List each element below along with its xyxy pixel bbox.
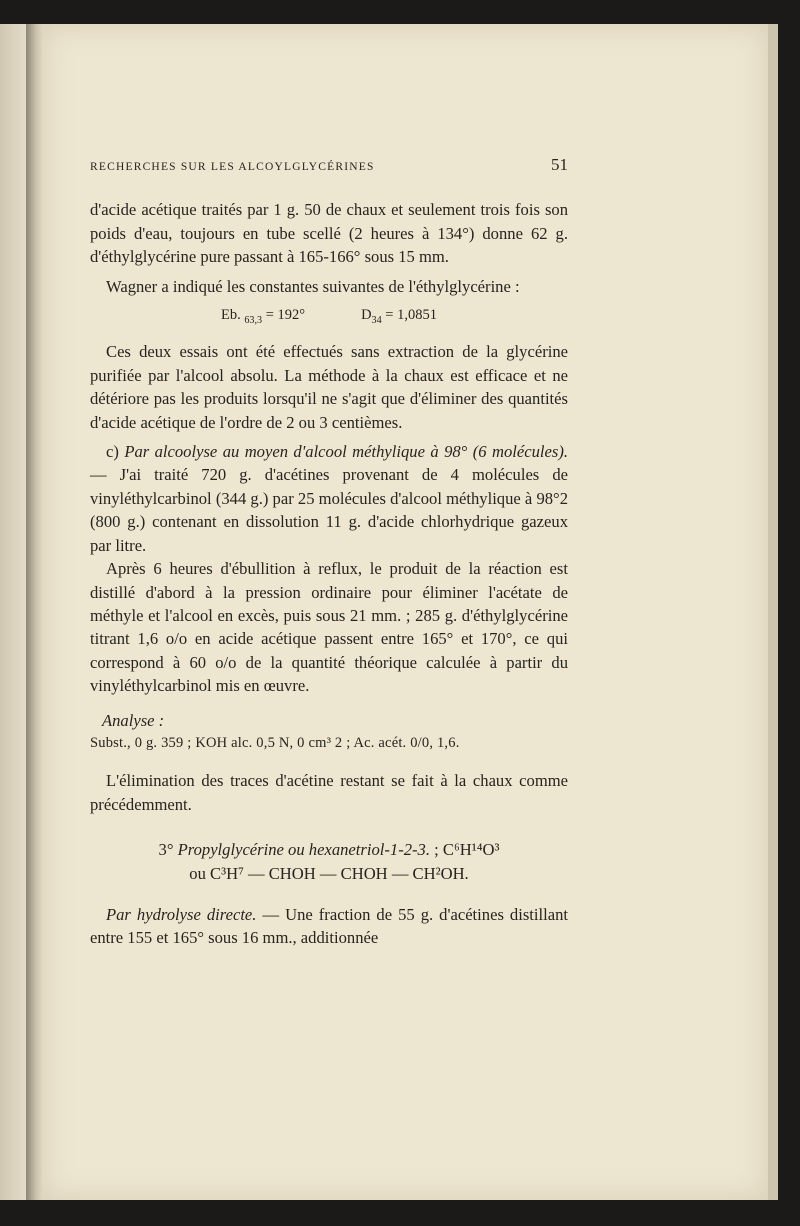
paragraph-7: Par hydrolyse directe. — Une fraction de 55 g. d'acétines distillant entre 155 et 165° sous 16 mm., additionnée — [90, 904, 569, 948]
running-header — [90, 153, 568, 179]
analyse-label: Analyse : — [102, 710, 165, 730]
section-formula: ou C³H⁷ — CHOH — CHOH — CH²OH. — [189, 863, 469, 883]
analyse-data: Subst., 0 g. 359 ; KOH alc. 0,5 N, 0 cm³ 2 ; Ac. acét. 0/0, 1,6. — [90, 734, 460, 751]
density: $D_{34} = 1,0851$ — [361, 307, 437, 326]
paragraph-4: c) Par alcoolyse au moyen d'alcool méthylique à 98° (6 molécules). — J'ai traité 720 g. d'acétines provenant de 4 molécules de vinyléthylcarbinol (344 g.) par 25 molécules d'alcool méthylique à 98°2 (800 g.) contenant en dissolution 11 g. d'acide chlorhydrique gazeux par litre. — [90, 442, 568, 555]
page-number: 51 — [551, 155, 568, 174]
paragraph-3: Ces deux essais ont été effectués sans extraction de la glycérine purifiée par l'alcool absolu. La méthode à la chaux est efficace et ne détériore pas les produits lorsqu'il ne s'agit que d'éliminer des quantités d'acide acétique de l'ordre de 2 ou 3 centièmes. — [90, 342, 568, 432]
running-title: RECHERCHES SUR LES ALCOYLGLYCÉRINES — [90, 161, 375, 173]
paragraph-2: Wagner a indiqué les constantes suivantes de l'éthylglycérine : — [106, 276, 520, 296]
boiling-point: Eb. $_{63,3}$ = 192° — [221, 307, 306, 326]
page-text — [90, 153, 568, 950]
paragraph-6: L'élimination des traces d'acétine restant se fait à la chaux comme précédemment. — [90, 771, 568, 814]
section-heading: 3° Propylglycérine ou hexanetriol-1-2-3. ; C⁶H¹⁴O³ — [158, 840, 500, 860]
left-page-edge — [0, 24, 26, 1200]
constants-line — [90, 304, 568, 327]
right-page-edge — [768, 24, 778, 1200]
book-gutter — [26, 24, 42, 1200]
paragraph-1: d'acide acétique traités par 1 g. 50 de chaux et seulement trois fois son poids d'eau, toujours en tube scellé (2 heures à 134°) donne 62 g. d'éthylglycérine pure passant à 165-166° sous 15 mm. — [90, 200, 568, 267]
paragraph-5: Après 6 heures d'ébullition à reflux, le produit de la réaction est distillé d'abord à la pression ordinaire pour éliminer l'acétate de méthyle et l'alcool en excès, puis sous 21 mm. ; 285 g. d'éthylglycérine titrant 1,6 o/o en acide acétique passent entre 165° et 170°, ce qui correspond à 60 o/o de la quantité théorique calculée à partir du vinyléthylcarbinol mis en œuvre. — [90, 559, 568, 696]
